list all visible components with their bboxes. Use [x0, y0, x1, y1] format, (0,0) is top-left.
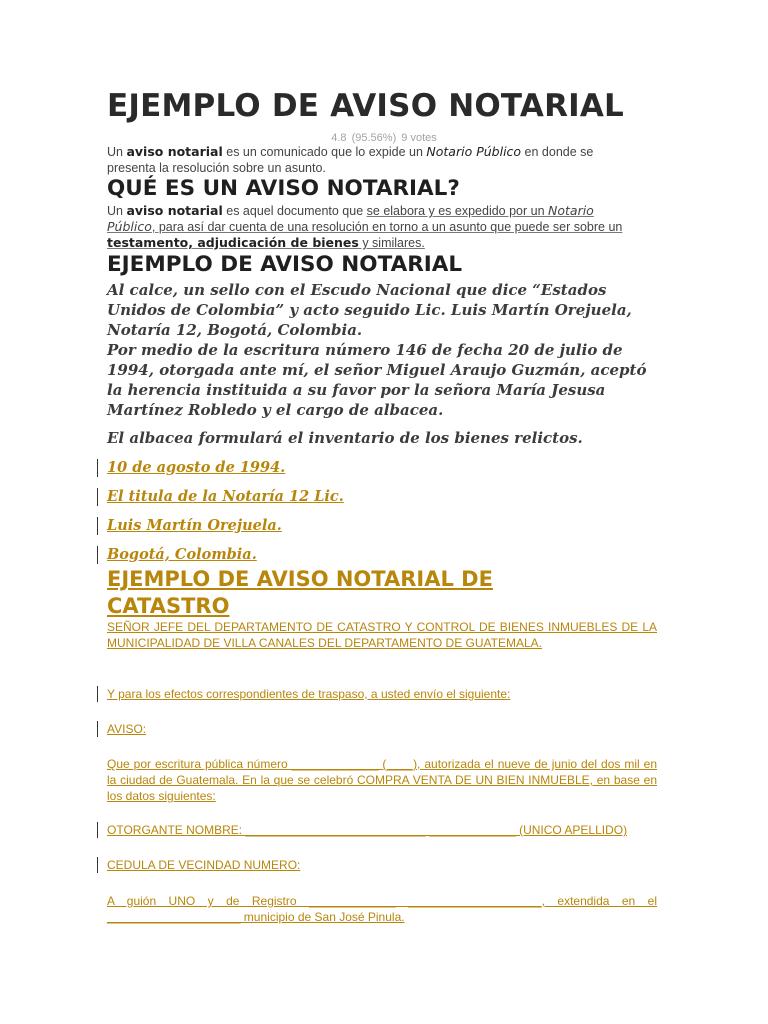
heading-catastro[interactable] — [107, 566, 627, 620]
quote-bar — [97, 686, 98, 702]
definition-paragraph — [107, 203, 637, 251]
definition-text-post: y similares. — [358, 236, 425, 250]
catastro-aviso-label[interactable]: AVISO: — [107, 722, 147, 736]
definition-text-pre: Un — [107, 204, 127, 218]
definition-text-mid: es aquel documento que — [222, 204, 367, 218]
example-title-line[interactable]: El titula de la Notaría 12 Lic. — [107, 488, 344, 505]
quote-bar — [97, 857, 98, 873]
intro-paragraph — [107, 144, 637, 176]
catastro-cedula-line[interactable]: CEDULA DE VECINDAD NUMERO: — [107, 858, 301, 872]
intro-italic-term: Notario Público — [426, 144, 522, 159]
rating-votes: 9 votes — [401, 132, 437, 144]
page-title: EJEMPLO DE AVISO NOTARIAL — [107, 88, 625, 124]
rating-score: 4.8 — [331, 132, 347, 144]
quote-bar — [97, 721, 98, 737]
example-date-line[interactable]: 10 de agosto de 1994. — [107, 459, 286, 476]
heading-que-es: QUÉ ES UN AVISO NOTARIAL? — [107, 176, 460, 201]
rating-line — [0, 132, 768, 144]
quote-bar — [97, 488, 98, 506]
intro-text-post: en donde se presenta la resolución sobre un asunto. — [107, 145, 594, 175]
definition-notario-link: Notario Público — [107, 203, 594, 234]
quote-bar — [97, 459, 98, 477]
quote-bar — [97, 517, 98, 535]
intro-text-pre: Un — [107, 145, 127, 159]
example-paragraph-1: Al calce, un sello con el Escudo Nacional que dice “Estados Unidos de Colombia” y acto seguido Lic. Luis Martín Orejuela, Notaría 12, Bogotá, Colombia. — [107, 281, 632, 339]
heading-catastro-line-2: CATASTRO — [107, 594, 230, 618]
catastro-traspaso-line[interactable]: Y para los efectos correspondientes de traspaso, a usted envío el siguiente: — [107, 687, 511, 701]
quote-bar — [97, 546, 98, 564]
example-paragraph-2: Por medio de la escritura número 146 de fecha 20 de julio de 1994, otorgada ante mí, el señor Miguel Araujo Guzmán, aceptó la herencia instituida a su favor por la señora María Jesusa Martínez Robledo y el cargo de albacea. — [107, 341, 647, 419]
catastro-otorgante-line[interactable]: OTORGANTE NOMBRE: ___________________________ _____________ (UNICO APELLIDO) — [107, 823, 628, 837]
heading-catastro-line-1: EJEMPLO DE AVISO NOTARIAL DE — [107, 567, 493, 591]
definition-underlined-text: se elabora y es expedido por un — [366, 204, 549, 218]
example-paragraph-3: El albacea formulará el inventario de los bienes relictos. — [107, 429, 583, 447]
rating-percent: (95.56%) — [351, 132, 397, 144]
catastro-addressee[interactable]: SEÑOR JEFE DEL DEPARTAMENTO DE CATASTRO Y CONTROL DE BIENES INMUEBLES DE LA MUNICIPALIDAD DE VILLA CANALES DEL DEPARTAMENTO DE GUATEMALA. — [107, 620, 657, 650]
catastro-registro-paragraph[interactable]: A guión UNO y de Registro _____________ ____________________, extendida en el ____________________ municipio de San José Pinula. — [107, 894, 657, 924]
example-city-line[interactable]: Bogotá, Colombia. — [107, 546, 257, 563]
heading-ejemplo: EJEMPLO DE AVISO NOTARIAL — [107, 252, 463, 277]
intro-text-mid: es un comunicado que lo expide un — [222, 145, 427, 159]
definition-testamento-term: testamento, adjudicación de bienes — [107, 235, 359, 250]
example-name-line[interactable]: Luis Martín Orejuela. — [107, 517, 282, 534]
quote-bar — [97, 822, 98, 838]
catastro-escritura-paragraph[interactable]: Que por escritura pública número _____________ (____), autorizada el nueve de junio del dos mil en la ciudad de Guatemala. En la que se celebró COMPRA VENTA DE UN BIEN INMUEBLE, en base en los datos siguientes: — [107, 757, 657, 803]
definition-bold-term: aviso notarial — [126, 203, 223, 218]
intro-bold-term: aviso notarial — [126, 144, 223, 159]
definition-underlined-text-2: , para así dar cuenta de una resolución en torno a un asunto que puede ser sobre un — [151, 220, 623, 234]
